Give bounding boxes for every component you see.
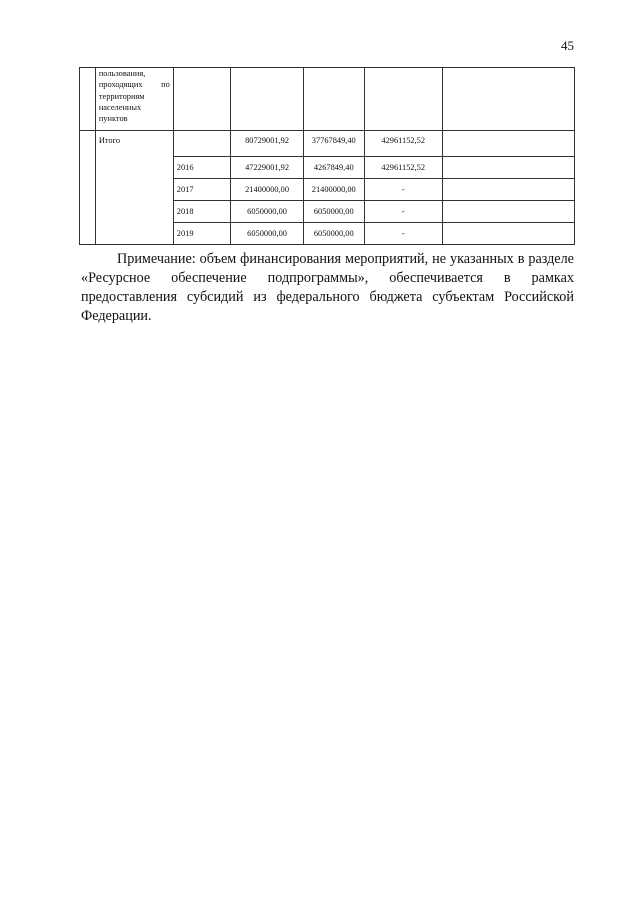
regional-amount-cell: 21400000,00 (303, 179, 364, 201)
regional-amount-cell: 4267849,40 (303, 157, 364, 179)
total-amount-cell: 6050000,00 (231, 223, 303, 245)
total-amount-cell: 6050000,00 (231, 201, 303, 223)
extra-cell (442, 157, 574, 179)
empty-cell (442, 68, 574, 131)
year-cell: 2018 (173, 201, 231, 223)
federal-amount-cell: - (364, 201, 442, 223)
extra-cell (442, 131, 574, 157)
extra-cell (442, 201, 574, 223)
regional-amount-cell: 6050000,00 (303, 223, 364, 245)
empty-cell (364, 68, 442, 131)
table-row-total (80, 131, 575, 157)
empty-cell (303, 68, 364, 131)
federal-amount-cell: 42961152,52 (364, 157, 442, 179)
total-label-cell (95, 131, 173, 245)
regional-amount-cell: 6050000,00 (303, 201, 364, 223)
federal-amount-cell: 42961152,52 (364, 131, 442, 157)
page-number: 45 (561, 38, 574, 53)
footnote-paragraph: Примечание: объем финансирования мероприятий, не указанных в разделе «Ресурсное обеспечение подпрограммы», обеспечивается в рамках предоставления субсидий из федерального бюджета субъектам Российской Федерации. (81, 251, 574, 324)
year-cell: 2017 (173, 179, 231, 201)
total-amount-cell: 47229001,92 (231, 157, 303, 179)
year-cell: 2019 (173, 223, 231, 245)
federal-amount-cell: - (364, 179, 442, 201)
empty-cell (80, 131, 96, 245)
budget-table (79, 67, 575, 245)
empty-cell (173, 68, 231, 131)
item-name-cell (95, 68, 173, 131)
empty-cell (80, 68, 96, 131)
total-label: Итого (98, 136, 121, 145)
year-cell (173, 131, 231, 157)
total-amount-cell: 80729001,92 (231, 131, 303, 157)
federal-amount-cell: - (364, 223, 442, 245)
total-amount-cell: 21400000,00 (231, 179, 303, 201)
extra-cell (442, 179, 574, 201)
table-row (80, 68, 575, 131)
regional-amount-cell: 37767849,40 (303, 131, 364, 157)
item-name-text: пользования, проходящих по территориям населенных пунктов (98, 69, 170, 124)
empty-cell (231, 68, 303, 131)
year-cell: 2016 (173, 157, 231, 179)
extra-cell (442, 223, 574, 245)
